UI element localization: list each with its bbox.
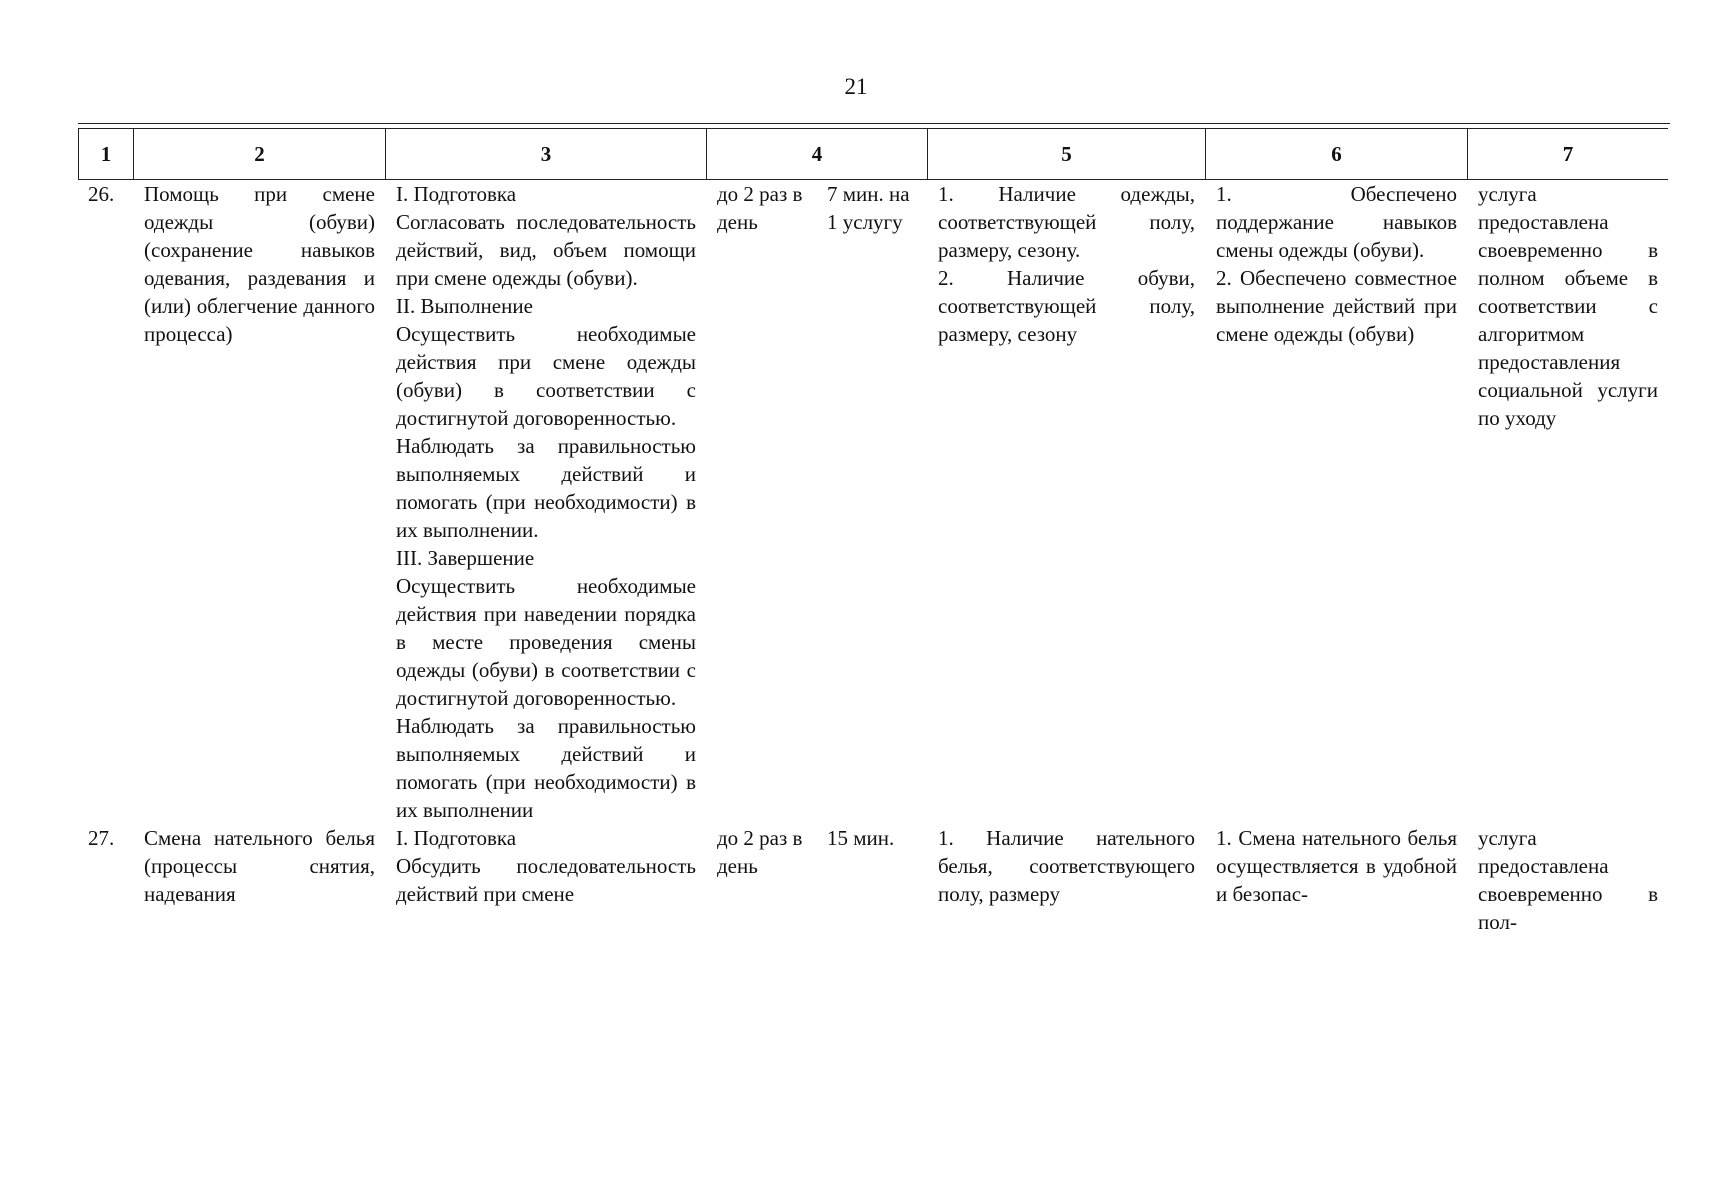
- row-26-procedure: [385, 180, 706, 824]
- header-col-1: 1: [78, 128, 133, 180]
- row-26-frequency-duration: [706, 180, 927, 824]
- result-line: 2. Обеспечено совместное выполнение действий при смене одежды (обуви): [1216, 266, 1457, 346]
- row-27-results: [1205, 824, 1467, 936]
- top-rule: [78, 123, 1670, 124]
- result-line: 1. Смена нательного белья осуществляется в удобной и безопас-: [1216, 826, 1457, 906]
- condition-line: 1. Наличие одежды, соответствующей полу, размеру, сезону.: [938, 182, 1195, 262]
- row-26-duration: 7 мин. на 1 услугу: [827, 182, 910, 234]
- result-line: 1. Обеспечено поддержание навыков смены одежды (обуви).: [1216, 182, 1457, 262]
- row-27-number: 27.: [88, 826, 115, 850]
- condition-line: 1. Наличие нательного белья, соответствующего полу, размеру: [938, 826, 1195, 906]
- services-table: [78, 128, 1668, 936]
- procedure-line: I. Подготовка: [396, 182, 517, 206]
- row-27-frequency: до 2 раз в день: [717, 826, 803, 878]
- row-26-conditions: [927, 180, 1205, 824]
- row-26-frequency: до 2 раз в день: [717, 182, 803, 234]
- procedure-line: Осуществить необходимые действия при смене одежды (обуви) в соответствии с достигнутой договоренностью.: [396, 322, 696, 430]
- procedure-line: I. Подготовка: [396, 826, 517, 850]
- condition-line: 2. Наличие обуви, соответствующей полу, размеру, сезону: [938, 266, 1195, 346]
- row-27-frequency-duration: [706, 824, 927, 936]
- header-col-5: 5: [927, 128, 1205, 180]
- row-26-results: [1205, 180, 1467, 824]
- header-col-4: 4: [706, 128, 927, 180]
- header-col-2: 2: [133, 128, 385, 180]
- procedure-line: Осуществить необходимые действия при наведении порядка в месте проведения смены одежды (обуви) в соответствии с достигнутой договоренностью.: [396, 574, 696, 710]
- row-27-procedure: [385, 824, 706, 936]
- page-number: 21: [844, 74, 868, 99]
- procedure-line: Наблюдать за правильностью выполняемых действий и помогать (при необходимости) в их выполнении.: [396, 434, 696, 542]
- row-27-duration: 15 мин.: [827, 826, 895, 850]
- header-col-7: 7: [1467, 128, 1668, 180]
- procedure-line: III. Завершение: [396, 546, 535, 570]
- row-26-assessment: услуга предоставлена своевременно в полном объеме в соответствии с алгоритмом предоставления социальной услуги по уходу: [1478, 182, 1658, 430]
- procedure-line: Наблюдать за правильностью выполняемых действий и помогать (при необходимости) в их выполнении: [396, 714, 696, 822]
- procedure-line: II. Выполнение: [396, 294, 533, 318]
- row-26-number: 26.: [88, 182, 115, 206]
- procedure-line: Согласовать последовательность действий, вид, объем помощи при смене одежды (обуви).: [396, 210, 696, 290]
- header-col-3: 3: [385, 128, 706, 180]
- row-26-service: Помощь при смене одежды (обуви) (сохранение навыков одевания, раздевания и (или) облегчение данного процесса): [144, 182, 375, 346]
- header-col-6: 6: [1205, 128, 1467, 180]
- procedure-line: Обсудить последовательность действий при смене: [396, 854, 696, 906]
- row-27-service: Смена нательного белья (процессы снятия, надевания: [144, 826, 375, 906]
- row-27-assessment: услуга предоставлена своевременно в пол-: [1478, 826, 1658, 934]
- row-27-conditions: [927, 824, 1205, 936]
